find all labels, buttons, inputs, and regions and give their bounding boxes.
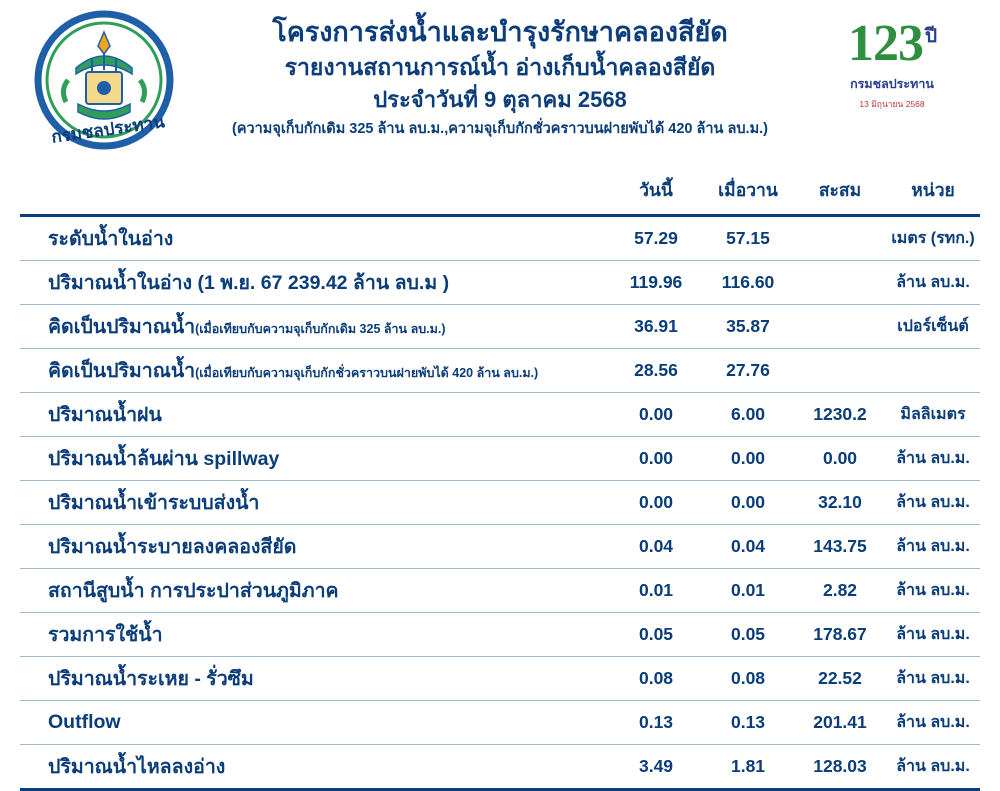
row-today: 0.01 — [610, 569, 702, 613]
table-row — [20, 701, 980, 745]
anniversary-date-label: 13 มิถุนายน 2568 — [859, 99, 925, 109]
row-label-main: ปริมาณน้ำระบายลงคลองสียัด — [48, 536, 297, 558]
row-label-sub: (เมื่อเทียบกับความจุเก็บกักเดิม 325 ล้าน ลบ.ม.) — [195, 322, 446, 336]
anniversary-suffix: ปี — [924, 26, 937, 47]
row-unit: ล้าน ลบ.ม. — [886, 569, 980, 613]
page-subtitle: รายงานสถานการณ์น้ำ อ่างเก็บน้ำคลองสียัด — [284, 53, 716, 80]
row-today: 57.29 — [610, 216, 702, 261]
row-today: 0.08 — [610, 657, 702, 701]
row-label-main: รวมการใช้น้ำ — [48, 624, 163, 646]
row-unit: เปอร์เซ็นต์ — [886, 305, 980, 349]
row-yesterday: 0.00 — [702, 437, 794, 481]
row-accumulated: 128.03 — [794, 745, 886, 790]
col-header-unit: หน่วย — [886, 172, 980, 216]
table-row — [20, 349, 980, 393]
anniversary-number — [812, 15, 972, 72]
row-yesterday: 1.81 — [702, 745, 794, 790]
row-label-main: ปริมาณน้ำฝน — [48, 404, 162, 426]
row-accumulated: 201.41 — [794, 701, 886, 745]
row-accumulated: 32.10 — [794, 481, 886, 525]
row-label — [20, 216, 610, 261]
row-accumulated: 22.52 — [794, 657, 886, 701]
table-row — [20, 613, 980, 657]
row-unit: ล้าน ลบ.ม. — [886, 481, 980, 525]
row-label-main: ปริมาณน้ำล้นผ่าน spillway — [48, 448, 280, 470]
row-label — [20, 261, 610, 305]
water-report-table — [20, 172, 980, 791]
row-unit: ล้าน ลบ.ม. — [886, 613, 980, 657]
water-report-table-wrap — [20, 172, 980, 791]
row-unit: ล้าน ลบ.ม. — [886, 745, 980, 790]
row-accumulated — [794, 305, 886, 349]
row-yesterday: 0.04 — [702, 525, 794, 569]
row-yesterday: 0.08 — [702, 657, 794, 701]
row-label-main: Outflow — [48, 711, 121, 733]
row-label-main: ปริมาณน้ำระเหย - รั่วซึม — [48, 668, 254, 690]
row-label — [20, 745, 610, 790]
row-today: 0.00 — [610, 393, 702, 437]
row-today: 28.56 — [610, 349, 702, 393]
col-header-today: วันนี้ — [610, 172, 702, 216]
row-accumulated: 143.75 — [794, 525, 886, 569]
row-yesterday: 57.15 — [702, 216, 794, 261]
row-unit: ล้าน ลบ.ม. — [886, 261, 980, 305]
table-row — [20, 393, 980, 437]
table-header-row — [20, 172, 980, 216]
row-accumulated: 2.82 — [794, 569, 886, 613]
row-label — [20, 701, 610, 745]
row-label — [20, 525, 610, 569]
row-label — [20, 305, 610, 349]
row-accumulated: 0.00 — [794, 437, 886, 481]
row-today: 0.04 — [610, 525, 702, 569]
row-label — [20, 393, 610, 437]
page-title: โครงการส่งน้ำและบำรุงรักษาคลองสียัด — [272, 17, 728, 47]
row-unit: ล้าน ลบ.ม. — [886, 701, 980, 745]
row-yesterday: 116.60 — [702, 261, 794, 305]
row-accumulated — [794, 349, 886, 393]
row-label-sub: (เมื่อเทียบกับความจุเก็บกักชั่วคราวบนฝายพับได้ 420 ล้าน ลบ.ม.) — [195, 366, 539, 380]
row-today: 36.91 — [610, 305, 702, 349]
col-header-accumulated: สะสม — [794, 172, 886, 216]
row-label — [20, 569, 610, 613]
table-row — [20, 216, 980, 261]
row-label-main: คิดเป็นปริมาณน้ำ — [48, 316, 196, 338]
report-date: ประจำวันที่ 9 ตุลาคม 2568 — [373, 86, 627, 112]
table-row — [20, 525, 980, 569]
row-unit: ล้าน ลบ.ม. — [886, 657, 980, 701]
title-block — [195, 16, 805, 139]
row-accumulated: 1230.2 — [794, 393, 886, 437]
row-yesterday: 6.00 — [702, 393, 794, 437]
row-unit: ล้าน ลบ.ม. — [886, 525, 980, 569]
row-yesterday: 27.76 — [702, 349, 794, 393]
row-label — [20, 481, 610, 525]
row-yesterday: 0.01 — [702, 569, 794, 613]
row-yesterday: 0.00 — [702, 481, 794, 525]
table-row — [20, 261, 980, 305]
table-header — [20, 172, 980, 216]
row-label-main: คิดเป็นปริมาณน้ำ — [48, 360, 196, 382]
row-today: 0.13 — [610, 701, 702, 745]
row-label — [20, 349, 610, 393]
row-today: 3.49 — [610, 745, 702, 790]
row-label — [20, 657, 610, 701]
row-today: 0.00 — [610, 437, 702, 481]
table-row — [20, 437, 980, 481]
row-unit — [886, 349, 980, 393]
row-yesterday: 35.87 — [702, 305, 794, 349]
row-label-main: ปริมาณน้ำในอ่าง (1 พ.ย. 67 239.42 ล้าน ลบ.ม ) — [48, 272, 450, 294]
table-row — [20, 569, 980, 613]
row-accumulated: 178.67 — [794, 613, 886, 657]
row-unit: เมตร (รทก.) — [886, 216, 980, 261]
row-accumulated — [794, 216, 886, 261]
row-label-main: ระดับน้ำในอ่าง — [48, 228, 174, 250]
row-yesterday: 0.05 — [702, 613, 794, 657]
anniversary-logo — [812, 15, 972, 138]
report-header — [0, 0, 1000, 172]
table-body — [20, 216, 980, 790]
row-yesterday: 0.13 — [702, 701, 794, 745]
row-label-main: ปริมาณน้ำเข้าระบบส่งน้ำ — [48, 492, 260, 514]
col-header-label — [20, 172, 610, 216]
row-label-main: ปริมาณน้ำไหลลงอ่าง — [48, 756, 226, 778]
row-today: 0.05 — [610, 613, 702, 657]
row-label — [20, 437, 610, 481]
row-today: 119.96 — [610, 261, 702, 305]
table-row — [20, 481, 980, 525]
rid-emblem-logo — [26, 8, 186, 166]
capacity-note: (ความจุเก็บกักเดิม 325 ล้าน ลบ.ม.,ความจุเก็บกักชั่วคราวบนฝายพับได้ 420 ล้าน ลบ.ม.) — [231, 121, 768, 138]
table-row — [20, 745, 980, 790]
row-unit: ล้าน ลบ.ม. — [886, 437, 980, 481]
rid-emblem-caption: กรมชลประทาน — [50, 112, 166, 147]
anniversary-org-label: กรมชลประทาน — [850, 77, 934, 91]
table-row — [20, 305, 980, 349]
row-today: 0.00 — [610, 481, 702, 525]
row-label-main: สถานีสูบน้ำ การประปาส่วนภูมิภาค — [48, 580, 339, 602]
table-row — [20, 657, 980, 701]
col-header-yesterday: เมื่อวาน — [702, 172, 794, 216]
anniversary-number-text: 123 — [847, 15, 923, 72]
row-accumulated — [794, 261, 886, 305]
row-unit: มิลลิเมตร — [886, 393, 980, 437]
row-label — [20, 613, 610, 657]
